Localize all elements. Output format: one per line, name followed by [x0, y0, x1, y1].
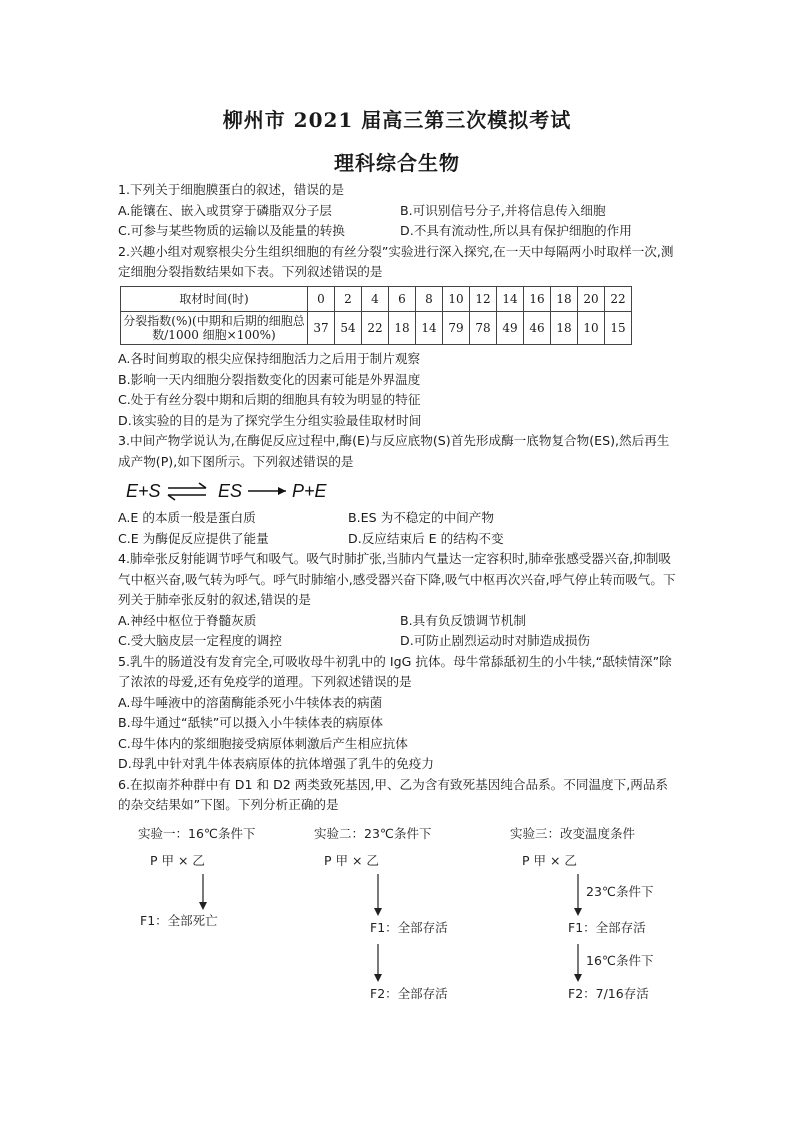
q4-option-d: D.可防止剧烈运动时对肺造成损伤 [400, 633, 591, 648]
exp3-cross: P 甲 × 乙 [522, 852, 577, 868]
q2-time-cell: 0 [308, 286, 335, 312]
q2-time-cell: 14 [497, 286, 524, 312]
q2-value-cell: 22 [362, 312, 389, 345]
q2-time-cell: 10 [443, 286, 470, 312]
q2-option-c: C.处于有丝分裂中期和后期的细胞具有较为明显的特征 [118, 392, 421, 407]
q1-options-row2 [118, 221, 678, 242]
q2-table-header-index: 分裂指数(%)(中期和后期的细胞总数/1000 细胞×100%) [121, 312, 308, 345]
exp2-f1: F1：全部存活 [370, 919, 448, 935]
q3-option-d: D.反应结束后 E 的结构不变 [348, 530, 504, 546]
q3-option-b: B.ES 为不稳定的中间产物 [348, 510, 494, 525]
q2-value-cell: 49 [497, 312, 524, 345]
q6-cross-diagram [118, 822, 678, 1012]
q3-options-row2 [118, 529, 678, 550]
q2-value-cell: 18 [389, 312, 416, 345]
exp2-arrowhead1-icon [374, 908, 382, 916]
q3-options-row1 [118, 508, 678, 529]
exp3-arrowhead1-icon [574, 908, 582, 916]
q1-option-c: C.可参与某些物质的运输以及能量的转换 [118, 223, 345, 238]
q1-option-d: D.不具有流动性,所以具有保护细胞的作用 [400, 223, 632, 238]
q2-data-table [120, 286, 632, 346]
exp3-title: 实验三：改变温度条件 [510, 825, 636, 841]
q3-option-c: C.E 为酶促反应提供了能量 [118, 530, 269, 546]
q2-table-header-time: 取材时间(时) [121, 286, 308, 312]
q4-stem: 4.肺牵张反射能调节呼气和吸气。吸气时肺扩张,当肺内气量达一定容积时,肺牵张感受器兴奋,抑制吸气中枢兴奋,吸气转为呼气。呼气时肺缩小,感受器兴奋下降,吸气中枢再次兴奋,呼气停止转而吸气。下列关于肺牵张反射的叙述,错误的是 [118, 551, 676, 607]
q2-table-row-index [121, 312, 632, 345]
q1-options-row1 [118, 201, 678, 222]
q2-option-a: A.各时间剪取的根尖应保持细胞活力之后用于制片观察 [118, 351, 421, 366]
q2-time-cell: 16 [524, 286, 551, 312]
exp3-cond2: 16℃条件下 [586, 952, 654, 968]
q2-value-cell: 79 [443, 312, 470, 345]
q2-option-b: B.影响一天内细胞分裂指数变化的因素可能是外界温度 [118, 371, 421, 387]
exam-subtitle: 理科综合生物 [334, 151, 460, 175]
q2-time-cell: 12 [470, 286, 497, 312]
q2-time-cell: 20 [578, 286, 605, 312]
q2-value-cell: 54 [335, 312, 362, 345]
q2-time-cell: 2 [335, 286, 362, 312]
cross-diagram-svg [116, 822, 676, 1012]
q5-option-b: B.母牛通过“舐犊”可以摄入小牛犊体表的病原体 [118, 715, 383, 730]
q2-value-cell: 10 [578, 312, 605, 345]
exp1-cross: P 甲 × 乙 [150, 852, 205, 868]
q2-table-row-time [121, 286, 632, 312]
eq-mid: ES [218, 481, 243, 501]
eq-left: E+S [126, 481, 161, 501]
exp3-cond1: 23℃条件下 [586, 883, 654, 899]
q4-option-b: B.具有负反馈调节机制 [400, 612, 526, 628]
q3-reaction-equation [118, 472, 678, 508]
q2-time-cell: 22 [605, 286, 632, 312]
q5-option-a: A.母牛唾液中的溶菌酶能杀死小牛犊体表的病菌 [118, 694, 383, 710]
q4-option-a: A.神经中枢位于脊髓灰质 [118, 612, 257, 628]
q2-time-cell: 8 [416, 286, 443, 312]
q1-option-b: B.可识别信号分子,并将信息传入细胞 [400, 202, 606, 218]
reaction-diagram [126, 476, 366, 506]
exp2-f2: F2：全部存活 [370, 985, 448, 1001]
exp2-title: 实验二：23℃条件下 [314, 825, 432, 841]
q3-stem: 3.中间产物学说认为,在酶促反应过程中,酶(E)与反应底物(S)首先形成酶一底物复合物(ES),然后再生成产物(P),如下图所示。下列叙述错误的是 [118, 433, 670, 469]
q2-time-cell: 6 [389, 286, 416, 312]
q5-option-c: C.母牛体内的浆细胞接受病原体刺激后产生相应抗体 [118, 735, 408, 751]
q1-stem: 1.下列关于细胞膜蛋白的叙述，错误的是 [118, 182, 345, 197]
exp1-arrowhead-icon [199, 902, 207, 910]
q5-option-d: D.母乳中针对乳牛体表病原体的抗体增强了乳牛的免疫力 [118, 756, 434, 771]
q1-option-a: A.能镶在、嵌入或贯穿于磷脂双分子层 [118, 202, 332, 218]
q2-value-cell: 15 [605, 312, 632, 345]
question-list [118, 180, 678, 1012]
q3-option-a: A.E 的本质一般是蛋白质 [118, 510, 256, 525]
exp2-cross: P 甲 × 乙 [324, 852, 379, 868]
q4-option-c: C.受大脑皮层一定程度的调控 [118, 633, 282, 648]
forward-arrow-icon [248, 487, 286, 495]
q2-stem: 2.兴趣小组对观察根尖分生组织细胞的有丝分裂”实验进行深入探究,在一天中每隔两小时取样一次,测定细胞分裂指数结果如下表。下列叙述错误的是 [118, 243, 674, 279]
q2-value-cell: 37 [308, 312, 335, 345]
q2-time-cell: 4 [362, 286, 389, 312]
eq-right: P+E [292, 481, 327, 501]
exp1-f1: F1：全部死亡 [140, 912, 218, 928]
exp2-arrowhead2-icon [374, 974, 382, 982]
exp1-title: 实验一：16℃条件下 [138, 825, 256, 841]
q2-value-cell: 46 [524, 312, 551, 345]
q2-time-cell: 18 [551, 286, 578, 312]
q2-value-cell: 14 [416, 312, 443, 345]
q4-options-row1 [118, 611, 678, 632]
reversible-arrow-icon [168, 483, 206, 500]
q4-options-row2 [118, 631, 678, 652]
q2-option-d: D.该实验的目的是为了探究学生分组实验最佳取材时间 [118, 412, 422, 428]
exp3-f2: F2：7/16存活 [568, 985, 649, 1001]
q2-value-cell: 18 [551, 312, 578, 345]
q6-stem: 6.在拟南芥种群中有 D1 和 D2 两类致死基因,甲、乙为含有致死基因纯合品系。不同温度下,两品系的杂交结果如”下图。下列分析正确的是 [118, 776, 669, 812]
q5-stem: 5.乳牛的肠道没有发育完全,可吸收母牛初乳中的 IgG 抗体。母牛常舔舐初生的小牛犊,“舐犊情深”除了浓浓的母爱,还有免疫学的道理。下列叙述错误的是 [118, 653, 672, 689]
exam-title: 柳州市 2021 届高三第三次模拟考试 [222, 108, 572, 132]
q2-value-cell: 78 [470, 312, 497, 345]
exp3-arrowhead2-icon [574, 974, 582, 982]
exp3-f1: F1：全部存活 [568, 919, 646, 935]
